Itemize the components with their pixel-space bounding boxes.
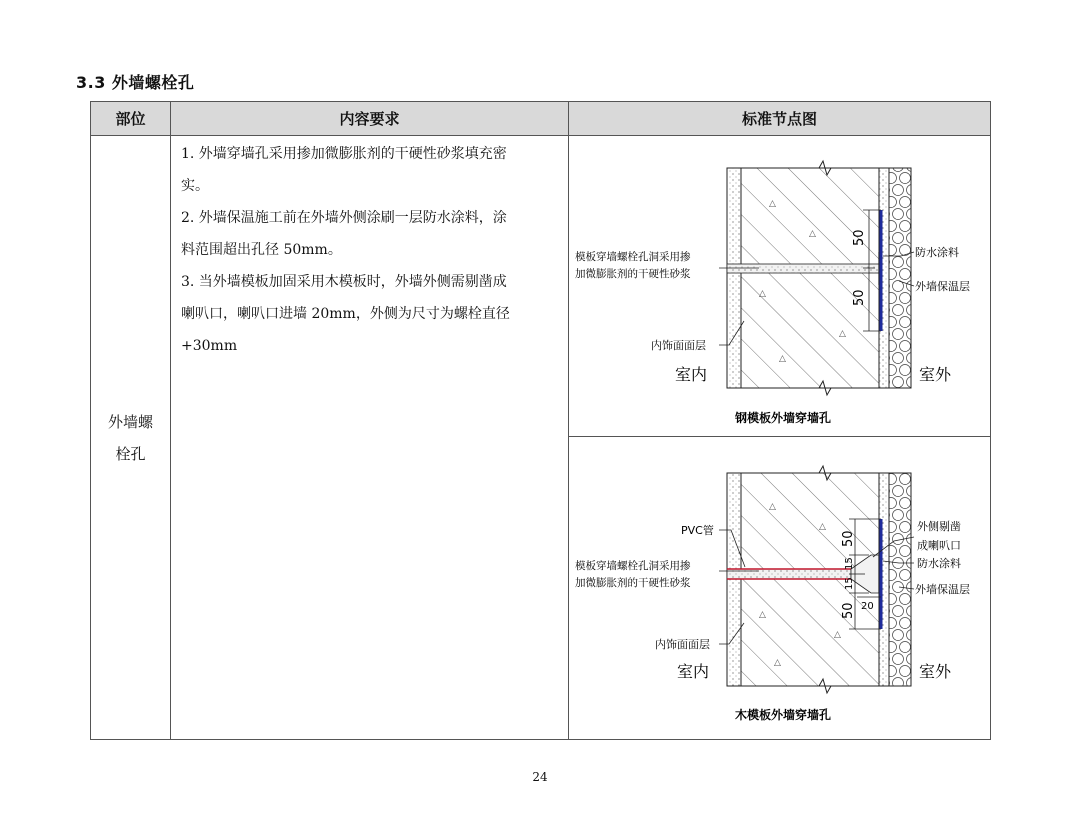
section-title: 3.3 外墙螺栓孔 xyxy=(76,73,195,92)
diagram-cell-steel xyxy=(569,136,991,437)
fill-label-line1: 模板穿墙螺栓孔洞采用掺 xyxy=(575,560,691,572)
diagram-caption: 钢模板外墙穿墙孔 xyxy=(734,411,832,425)
part-cell xyxy=(91,136,171,740)
page-number: 24 xyxy=(532,770,548,784)
table-header-row xyxy=(91,102,991,136)
requirement-line: 1. 外墙穿墙孔采用掺加微膨胀剂的干硬性砂浆填充密 xyxy=(181,146,507,162)
dimension-lower: 50 xyxy=(852,289,867,306)
diagram-cell-wood xyxy=(569,437,991,740)
finish-layer-label: 内饰面面层 xyxy=(655,638,710,651)
requirements-cell xyxy=(171,136,569,740)
requirement-line: 2. 外墙保温施工前在外墙外侧涂刷一层防水涂料，涂 xyxy=(181,210,507,226)
svg-text:△: △ xyxy=(769,199,776,209)
svg-text:△: △ xyxy=(774,658,781,668)
dimension-50-upper: 50 xyxy=(841,530,856,547)
svg-text:△: △ xyxy=(819,522,826,532)
dimension-20: 20 xyxy=(861,601,874,612)
fill-label-line2: 加微膨胀剂的干硬性砂浆 xyxy=(575,268,691,280)
waterproof-label: 防水涂料 xyxy=(915,246,959,259)
fill-label-line2: 加微膨胀剂的干硬性砂浆 xyxy=(575,577,691,589)
requirement-line: 3. 当外墙模板加固采用木模板时，外墙外侧需剔凿成 xyxy=(181,274,507,290)
svg-text:△: △ xyxy=(779,354,786,364)
indoor-label: 室内 xyxy=(675,365,708,384)
svg-text:△: △ xyxy=(839,329,846,339)
svg-text:△: △ xyxy=(834,630,841,640)
requirement-line: 喇叭口，喇叭口进墙 20mm，外侧为尺寸为螺栓直径 xyxy=(181,306,510,322)
svg-text:△: △ xyxy=(769,502,776,512)
svg-text:△: △ xyxy=(809,229,816,239)
header-requirements: 内容要求 xyxy=(171,102,569,136)
wall-section xyxy=(727,161,911,395)
chisel-label-line1: 外侧剔凿 xyxy=(917,520,961,533)
header-part: 部位 xyxy=(91,102,171,136)
indoor-label: 室内 xyxy=(677,662,710,681)
outdoor-label: 室外 xyxy=(919,365,952,384)
insulation-label: 外墙保温层 xyxy=(915,280,970,293)
insulation-label: 外墙保温层 xyxy=(915,583,970,596)
diagram-caption: 木模板外墙穿墙孔 xyxy=(734,708,832,722)
dimension-upper: 50 xyxy=(852,229,867,246)
dimension-15-lower: 15 xyxy=(844,577,855,590)
pvc-pipe-label: PVC管 xyxy=(681,524,714,537)
table-row xyxy=(91,136,991,437)
header-diagram: 标准节点图 xyxy=(569,102,991,136)
chisel-label-line2: 成喇叭口 xyxy=(917,539,961,552)
svg-text:△: △ xyxy=(759,289,766,299)
dimension-15-upper: 15 xyxy=(844,557,855,570)
dimension-50-lower: 50 xyxy=(841,602,856,619)
fill-label-line1: 模板穿墙螺栓孔洞采用掺 xyxy=(575,251,691,263)
part-line: 外墙螺 xyxy=(107,412,153,431)
outdoor-label: 室外 xyxy=(919,662,952,681)
part-line: 栓孔 xyxy=(115,444,146,463)
requirement-line: 料范围超出孔径 50mm。 xyxy=(181,242,342,258)
svg-text:△: △ xyxy=(759,610,766,620)
requirement-line: +30mm xyxy=(181,338,238,354)
spec-table xyxy=(90,101,991,740)
steel-formwork-diagram xyxy=(569,136,989,436)
requirement-line: 实。 xyxy=(181,178,209,194)
finish-layer-label: 内饰面面层 xyxy=(651,339,706,352)
wood-formwork-diagram xyxy=(569,437,989,739)
waterproof-label: 防水涂料 xyxy=(917,557,961,570)
